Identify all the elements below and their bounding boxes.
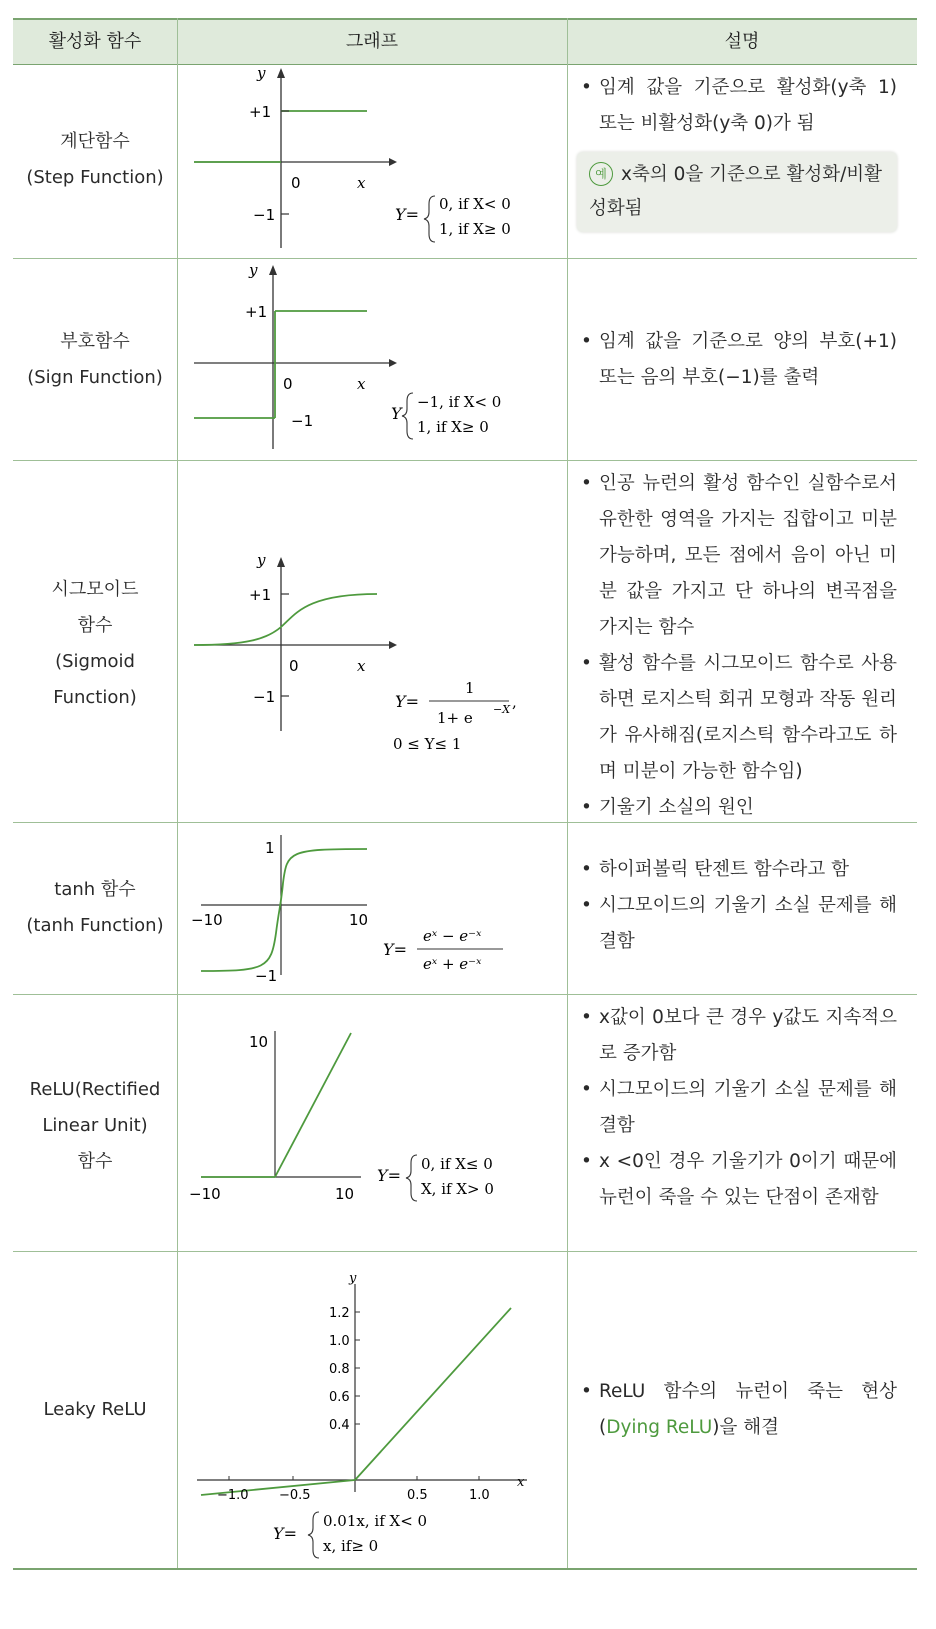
formula-case2: x, if≥ 0 [323, 1537, 379, 1555]
header-description: 설명 [724, 31, 760, 52]
desc-item: • x <0인 경우 기울기가 0이기 때문에 뉴런이 죽을 수 있는 단점이 존재함 [577, 1144, 897, 1216]
minus1-label: −1 [253, 206, 276, 224]
y-tick-label: 1.2 [329, 1306, 350, 1321]
row-name-sign [13, 324, 177, 396]
example-text: x축의 0을 기준으로 활성화/비활성화됨 [589, 164, 883, 219]
name-line: 부호함수 [60, 331, 130, 352]
top-label: 1 [265, 839, 275, 857]
y-label: y [349, 1271, 357, 1286]
x-axis-arrow [389, 641, 397, 649]
formula-case1: 0.01x, if X< 0 [323, 1512, 428, 1530]
row-name-step [13, 124, 177, 196]
formula-case2: 1, if X≥ 0 [417, 418, 489, 436]
formula-lhs: Y= [383, 940, 407, 959]
row-desc-tanh [577, 852, 897, 960]
zero-label: 0 [289, 657, 299, 675]
desc-text: ReLU 함수의 뉴런이 죽는 현상 ( [599, 1381, 897, 1438]
formula-lhs: Y= [273, 1524, 297, 1543]
desc-item: • 시그모이드의 기울기 소실 문제를 해결함 [577, 1072, 897, 1144]
y-tick-label: 0.6 [329, 1390, 350, 1405]
tanh-function-graph [177, 823, 567, 994]
y-label: y [257, 551, 266, 569]
desc-item: • 기울기 소실의 원인 [577, 790, 897, 826]
x-label: x [517, 1475, 525, 1490]
y-axis-arrow [269, 265, 277, 275]
name-line: (Step Function) [26, 167, 164, 188]
formula-numerator: eˣ − e⁻ˣ [423, 927, 482, 945]
formula-case2: 1, if X≥ 0 [439, 220, 511, 238]
plus1-label: +1 [245, 303, 268, 321]
desc-item [577, 1374, 897, 1446]
sign-function-graph [177, 259, 567, 460]
table-header [13, 18, 917, 65]
formula-brace [308, 1512, 319, 1558]
relu-curve-linear [275, 1033, 351, 1177]
row-name-leaky-relu [13, 1392, 177, 1428]
desc-highlight: Dying ReLU [606, 1417, 713, 1438]
relu-function-graph [177, 995, 567, 1251]
desc-item: • 임계 값을 기준으로 활성화(y축 1) 또는 비활성화(y축 0)가 됨 [577, 70, 897, 142]
name-line: 시그모이드 [51, 579, 139, 600]
x-tick-label: −1.0 [217, 1488, 249, 1503]
formula-case1: 0, if X< 0 [439, 195, 511, 213]
x-axis-arrow [389, 158, 397, 166]
formula-exponent: −X [493, 703, 511, 716]
desc-item: • 하이퍼볼릭 탄젠트 함수라고 함 [577, 852, 897, 888]
y-label: y [249, 261, 258, 279]
plus1-label: +1 [249, 586, 272, 604]
y-axis-arrow [277, 68, 285, 78]
top-label: 10 [249, 1033, 269, 1051]
leaky-relu-function-graph [177, 1252, 567, 1568]
formula-lhs: Y= [395, 692, 419, 711]
desc-text: )을 해결 [712, 1417, 779, 1438]
desc-item: • x값이 0보다 큰 경우 y값도 지속적으로 증가함 [577, 1000, 897, 1072]
formula-lhs: Y= [377, 1166, 401, 1185]
example-box [577, 152, 897, 232]
right-label: 10 [335, 1185, 355, 1203]
leaky-curve-positive [355, 1308, 511, 1480]
name-line: tanh 함수 [54, 879, 136, 900]
name-line: Leaky ReLU [43, 1399, 147, 1420]
column-divider [567, 18, 568, 1569]
name-line: 함수 [77, 615, 113, 636]
desc-item: • 인공 뉴런의 활성 함수인 실함수로서 유한한 영역을 가지는 집합이고 미분 가능하며, 모든 점에서 음이 아닌 미분 값을 가지고 단 하나의 변곡점을 가지는 함수 [577, 466, 897, 646]
formula-brace [406, 1155, 417, 1201]
zero-label: 0 [291, 174, 301, 192]
formula-brace [424, 196, 435, 242]
header-graph: 그래프 [345, 31, 399, 52]
desc-item: • 활성 함수를 시그모이드 함수로 사용하면 로지스틱 회귀 모형과 작동 원리가 유사해짐(로지스틱 함수라고도 하며 미분이 가능한 함수임) [577, 646, 897, 790]
y-ticks [355, 1312, 360, 1424]
row-name-tanh [13, 872, 177, 944]
header-activation-function: 활성화 함수 [48, 31, 142, 52]
x-tick-label: −0.5 [279, 1488, 311, 1503]
sigmoid-function-graph [177, 461, 567, 822]
name-line: 계단함수 [60, 131, 130, 152]
right-label: 10 [349, 911, 369, 929]
bottom-label: −1 [255, 967, 278, 985]
formula-brace [402, 393, 413, 439]
step-function-graph [177, 62, 567, 258]
plus1-label: +1 [249, 103, 272, 121]
name-line: Linear Unit) [42, 1115, 148, 1136]
formula-numerator: 1 [465, 679, 475, 697]
desc-item: • 임계 값을 기준으로 양의 부호(+1) 또는 음의 부호(−1)를 출력 [577, 324, 897, 396]
formula-case2: X, if X> 0 [421, 1180, 494, 1198]
left-label: −10 [191, 911, 223, 929]
row-desc-step [577, 70, 897, 232]
x-label: x [357, 375, 366, 393]
row-name-sigmoid [13, 572, 177, 716]
formula-case1: 0, if X≤ 0 [421, 1155, 493, 1173]
x-label: x [357, 174, 366, 192]
row-desc-sigmoid [577, 466, 897, 826]
formula-case1: −1, if X< 0 [417, 393, 502, 411]
example-badge: 예 [589, 162, 613, 186]
formula-lhs: Y [391, 404, 402, 423]
row-desc-relu [577, 1000, 897, 1216]
table-bottom-border [13, 1568, 917, 1570]
name-line: (Sign Function) [27, 367, 163, 388]
x-label: x [357, 657, 366, 675]
desc-item: • 시그모이드의 기울기 소실 문제를 해결함 [577, 888, 897, 960]
formula-comma: , [512, 693, 517, 711]
y-tick-label: 1.0 [329, 1334, 350, 1349]
name-line: (Sigmoid [55, 651, 135, 672]
row-desc-leaky-relu [577, 1374, 897, 1446]
y-label: y [257, 64, 266, 82]
formula-lhs: Y= [395, 205, 419, 224]
row-name-relu [13, 1072, 177, 1180]
formula-denominator: eˣ + e⁻ˣ [423, 955, 482, 973]
name-line: (tanh Function) [26, 915, 164, 936]
name-line: ReLU(Rectified [29, 1079, 161, 1100]
y-tick-label: 0.4 [329, 1418, 350, 1433]
y-tick-label: 0.8 [329, 1362, 350, 1377]
zero-label: 0 [283, 375, 293, 393]
formula-range: 0 ≤ Y≤ 1 [393, 735, 462, 753]
sigmoid-curve [194, 594, 377, 645]
x-tick-label: 0.5 [407, 1488, 428, 1503]
tanh-curve [201, 849, 367, 971]
x-axis-arrow [389, 359, 397, 367]
left-label: −10 [189, 1185, 221, 1203]
minus1-label: −1 [291, 412, 314, 430]
y-axis-arrow [277, 557, 285, 567]
name-line: Function) [53, 687, 137, 708]
name-line: 함수 [77, 1151, 113, 1172]
minus1-label: −1 [253, 688, 276, 706]
x-tick-label: 1.0 [469, 1488, 490, 1503]
row-desc-sign [577, 324, 897, 396]
formula-denominator: 1+ e [437, 709, 473, 727]
